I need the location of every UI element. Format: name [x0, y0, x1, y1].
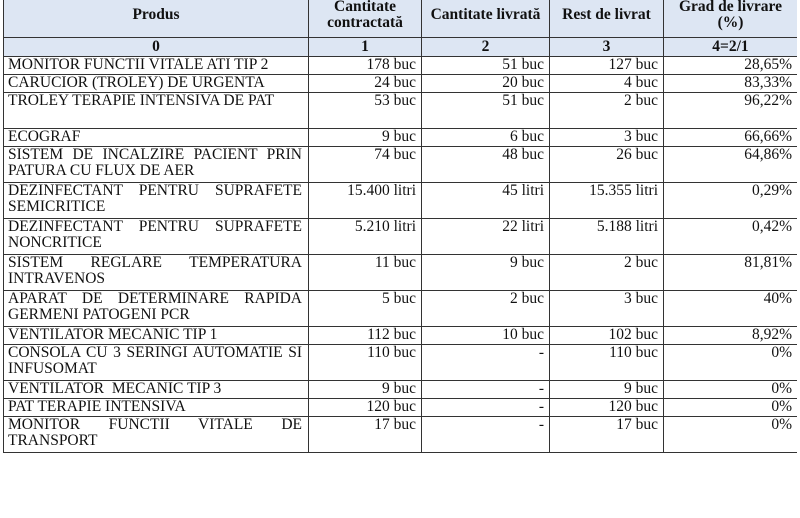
- remaining-cell: 4 buc: [550, 75, 664, 93]
- degree-cell: 0%: [664, 345, 798, 381]
- product-cell: CARUCIOR (TROLEY) DE URGENTA: [4, 75, 309, 93]
- remaining-cell: 3 buc: [550, 129, 664, 147]
- contracted-cell: 74 buc: [309, 147, 422, 183]
- degree-cell: 0%: [664, 417, 798, 453]
- remaining-cell: 2 buc: [550, 93, 664, 129]
- degree-cell: 64,86%: [664, 147, 798, 183]
- header-remaining: Rest de livrat: [550, 0, 664, 38]
- contracted-cell: 112 buc: [309, 327, 422, 345]
- remaining-cell: 127 buc: [550, 57, 664, 75]
- product-cell: TROLEY TERAPIE INTENSIVA DE PAT: [4, 93, 309, 129]
- remaining-cell: 15.355 litri: [550, 183, 664, 219]
- index-cell: 0: [4, 38, 309, 57]
- delivered-cell: 10 buc: [422, 327, 550, 345]
- degree-cell: 83,33%: [664, 75, 798, 93]
- table-row: [4, 75, 798, 93]
- contracted-cell: 5 buc: [309, 291, 422, 327]
- table-row: [4, 291, 798, 327]
- remaining-cell: 3 buc: [550, 291, 664, 327]
- contracted-cell: 11 buc: [309, 255, 422, 291]
- delivered-cell: -: [422, 417, 550, 453]
- degree-cell: 40%: [664, 291, 798, 327]
- header-delivered: Cantitate livrată: [422, 0, 550, 38]
- contracted-cell: 9 buc: [309, 129, 422, 147]
- table-row: [4, 381, 798, 399]
- contracted-cell: 178 buc: [309, 57, 422, 75]
- contracted-cell: 53 buc: [309, 93, 422, 129]
- table-row: [4, 57, 798, 75]
- product-cell: VENTILATOR MECANIC TIP 3: [4, 381, 309, 399]
- header-degree: Grad de livrare (%): [664, 0, 798, 38]
- degree-cell: 0,42%: [664, 219, 798, 255]
- table-row: [4, 345, 798, 381]
- remaining-cell: 26 buc: [550, 147, 664, 183]
- header-contracted: Cantitate contractată: [309, 0, 422, 38]
- delivered-cell: -: [422, 345, 550, 381]
- contracted-cell: 24 buc: [309, 75, 422, 93]
- contracted-cell: 110 buc: [309, 345, 422, 381]
- delivered-cell: 22 litri: [422, 219, 550, 255]
- degree-cell: 66,66%: [664, 129, 798, 147]
- product-cell: APARAT DE DETERMINARE RAPIDA GERMENI PATOGENI PCR: [4, 291, 309, 327]
- table-row: [4, 417, 798, 453]
- degree-cell: 28,65%: [664, 57, 798, 75]
- table-row: [4, 147, 798, 183]
- product-cell: CONSOLA CU 3 SERINGI AUTOMATIE SI INFUSOMAT: [4, 345, 309, 381]
- header-product: Produs: [4, 0, 309, 38]
- index-cell: 3: [550, 38, 664, 57]
- table-row: [4, 327, 798, 345]
- degree-cell: 0,29%: [664, 183, 798, 219]
- table-row: [4, 255, 798, 291]
- remaining-cell: 5.188 litri: [550, 219, 664, 255]
- index-cell: 4=2/1: [664, 38, 798, 57]
- delivered-cell: 51 buc: [422, 93, 550, 129]
- remaining-cell: 9 buc: [550, 381, 664, 399]
- product-cell: DEZINFECTANT PENTRU SUPRAFETE SEMICRITICE: [4, 183, 309, 219]
- product-cell: MONITOR FUNCTII VITALE DE TRANSPORT: [4, 417, 309, 453]
- delivered-cell: -: [422, 399, 550, 417]
- remaining-cell: 120 buc: [550, 399, 664, 417]
- document-page: [3, 0, 797, 518]
- contracted-cell: 5.210 litri: [309, 219, 422, 255]
- delivered-cell: 20 buc: [422, 75, 550, 93]
- delivered-cell: 51 buc: [422, 57, 550, 75]
- product-cell: PAT TERAPIE INTENSIVA: [4, 399, 309, 417]
- remaining-cell: 2 buc: [550, 255, 664, 291]
- table-row: [4, 183, 798, 219]
- degree-cell: 8,92%: [664, 327, 798, 345]
- degree-cell: 96,22%: [664, 93, 798, 129]
- degree-cell: 0%: [664, 381, 798, 399]
- product-cell: VENTILATOR MECANIC TIP 1: [4, 327, 309, 345]
- remaining-cell: 110 buc: [550, 345, 664, 381]
- delivered-cell: 2 buc: [422, 291, 550, 327]
- product-cell: ECOGRAF: [4, 129, 309, 147]
- delivered-cell: 6 buc: [422, 129, 550, 147]
- table-row: [4, 129, 798, 147]
- index-row: [4, 38, 798, 57]
- delivered-cell: 9 buc: [422, 255, 550, 291]
- table-row: [4, 93, 798, 129]
- contracted-cell: 15.400 litri: [309, 183, 422, 219]
- table-row: [4, 219, 798, 255]
- product-cell: SISTEM DE INCALZIRE PACIENT PRIN PATURA CU FLUX DE AER: [4, 147, 309, 183]
- index-cell: 2: [422, 38, 550, 57]
- contracted-cell: 9 buc: [309, 381, 422, 399]
- table-row: [4, 399, 798, 417]
- delivered-cell: -: [422, 381, 550, 399]
- remaining-cell: 17 buc: [550, 417, 664, 453]
- product-cell: SISTEM REGLARE TEMPERATURA INTRAVENOS: [4, 255, 309, 291]
- remaining-cell: 102 buc: [550, 327, 664, 345]
- header-row: [4, 0, 798, 38]
- product-cell: MONITOR FUNCTII VITALE ATI TIP 2: [4, 57, 309, 75]
- delivery-table: [3, 0, 797, 453]
- contracted-cell: 120 buc: [309, 399, 422, 417]
- product-cell: DEZINFECTANT PENTRU SUPRAFETE NONCRITICE: [4, 219, 309, 255]
- degree-cell: 81,81%: [664, 255, 798, 291]
- degree-cell: 0%: [664, 399, 798, 417]
- delivered-cell: 48 buc: [422, 147, 550, 183]
- delivered-cell: 45 litri: [422, 183, 550, 219]
- contracted-cell: 17 buc: [309, 417, 422, 453]
- index-cell: 1: [309, 38, 422, 57]
